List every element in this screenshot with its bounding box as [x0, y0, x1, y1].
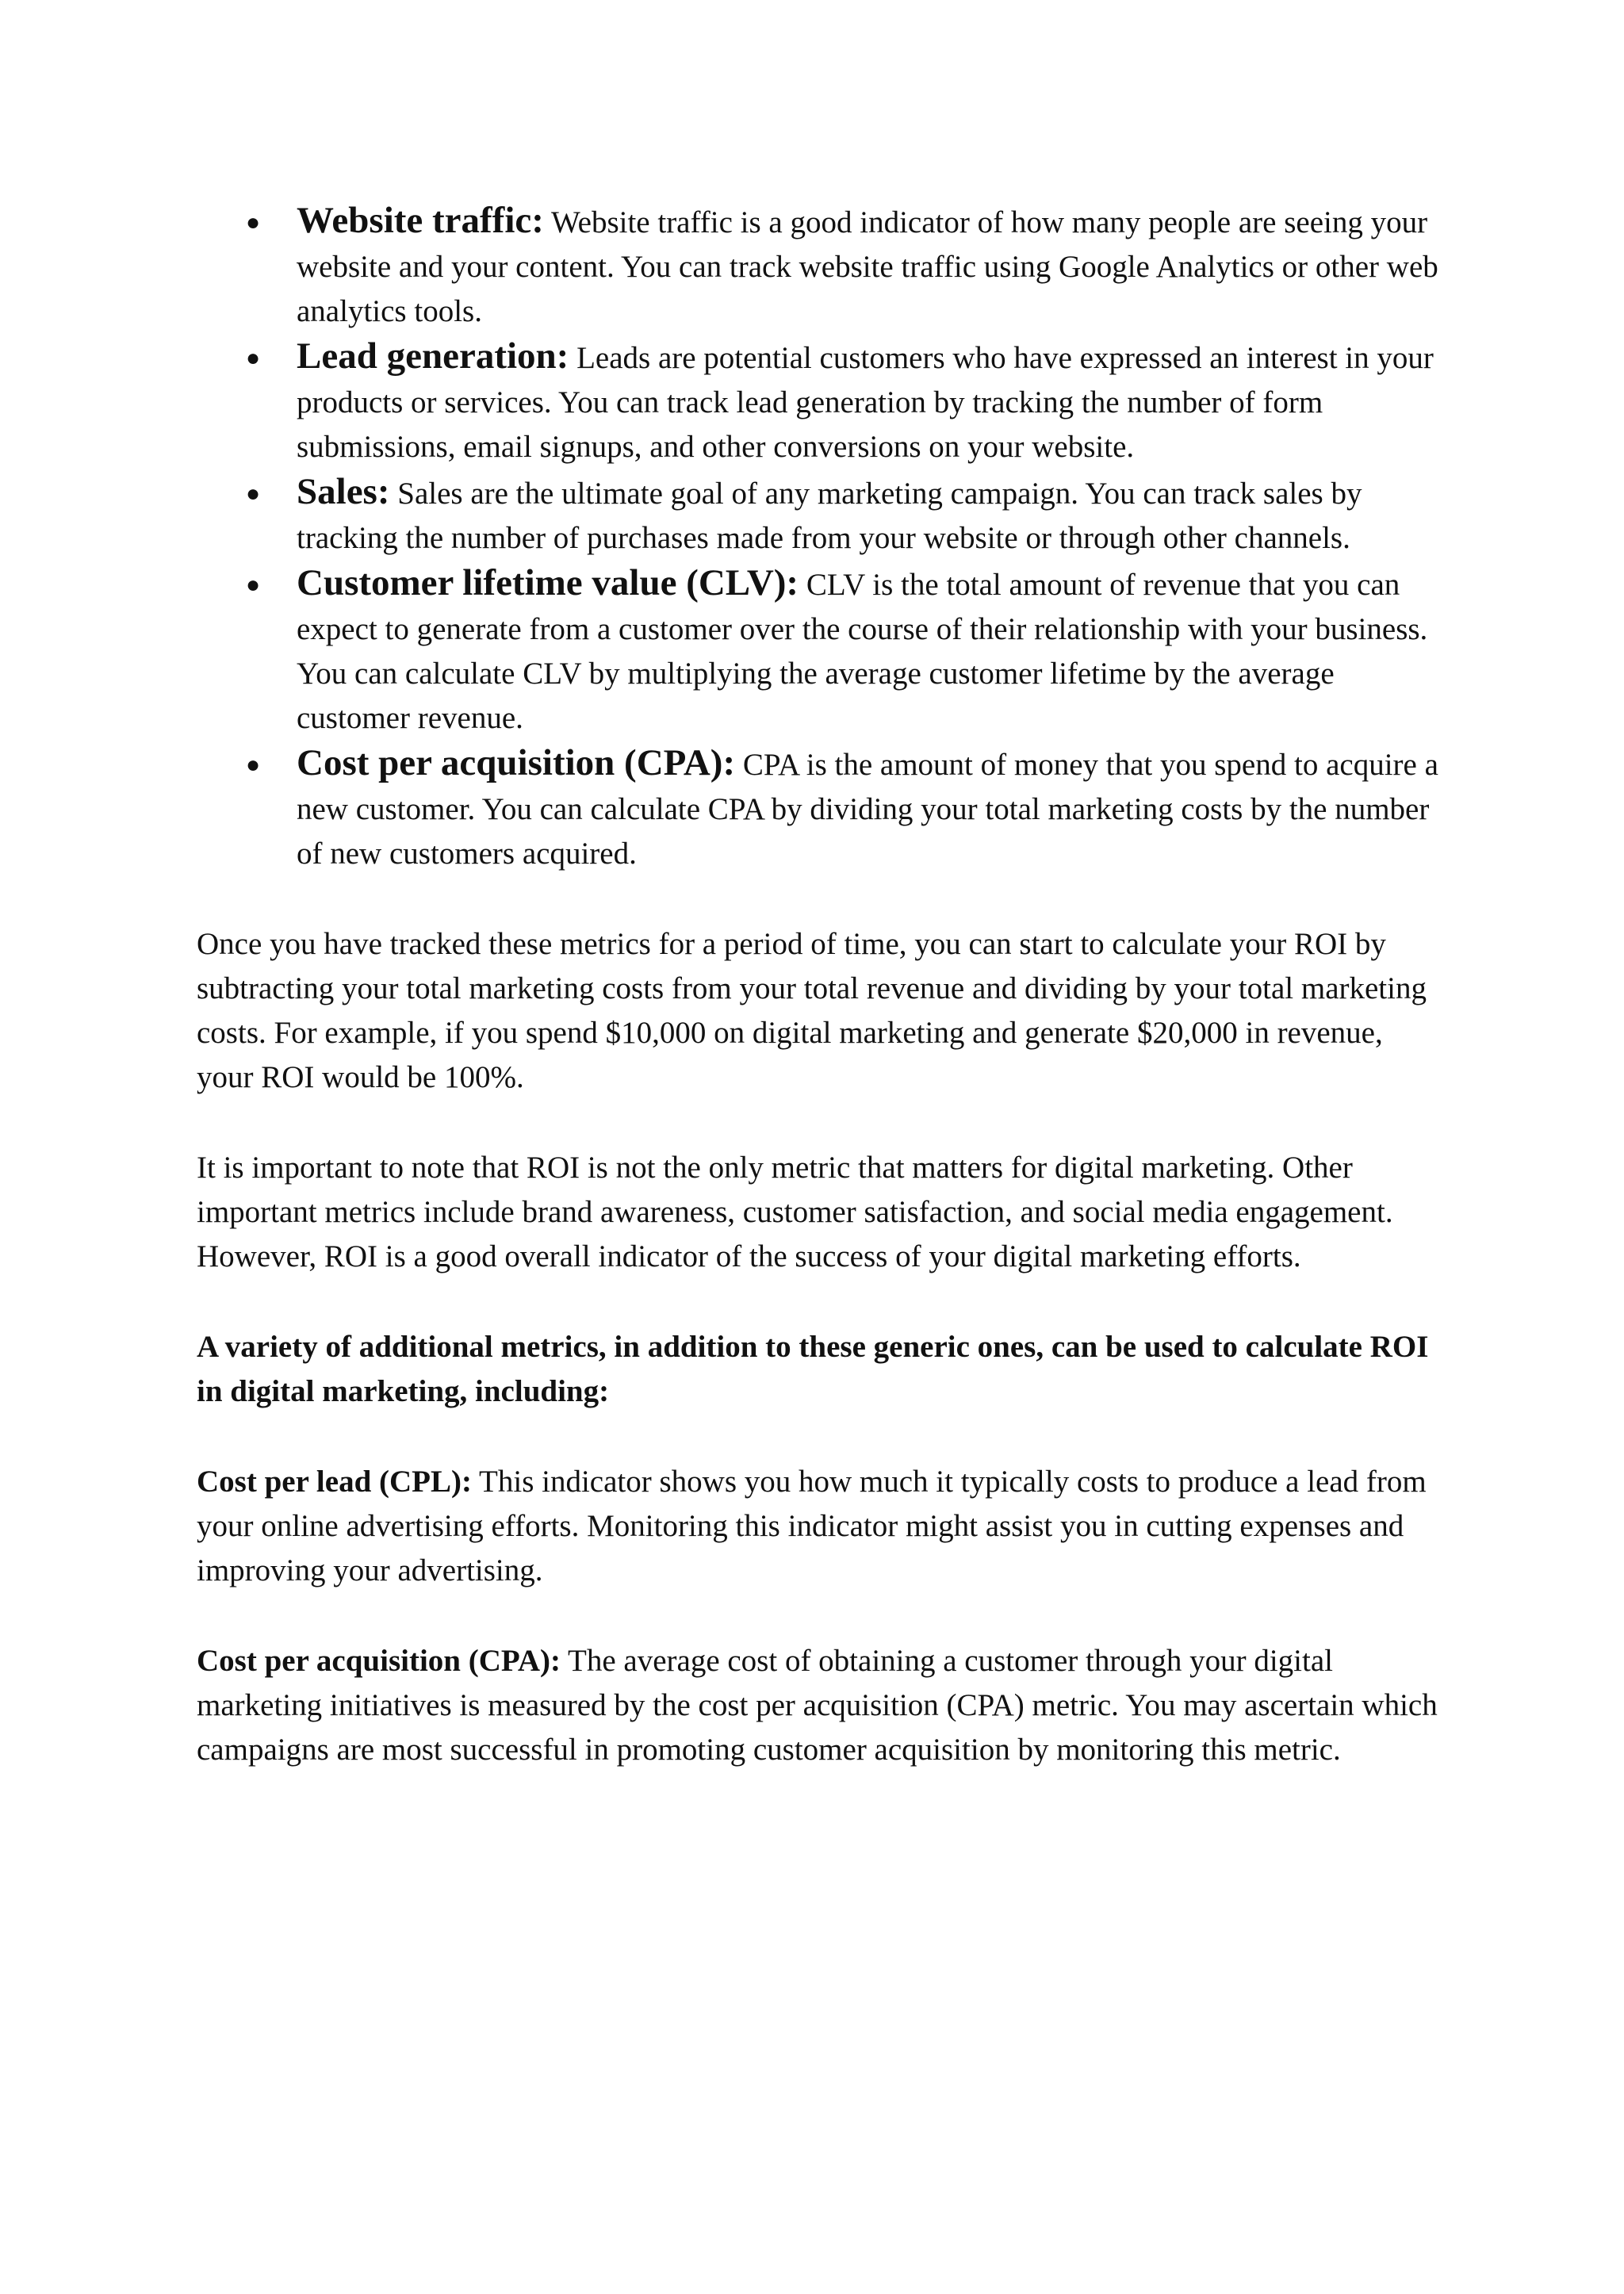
paragraph-cpl: [197, 1460, 1442, 1593]
paragraph-cpa: [197, 1639, 1442, 1772]
paragraph-additional-metrics-intro: A variety of additional metrics, in addition to these generic ones, can be used to calculate ROI in digital marketing, including:: [197, 1330, 1429, 1408]
bullet-icon: ●: [246, 752, 261, 778]
bullet-icon: ●: [246, 481, 261, 507]
desc-cpl: This indicator shows you how much it typically costs to produce a lead from your online advertising efforts. Monitoring this indicator might assist you in cutting expenses and improving your advertising.: [197, 1465, 1427, 1587]
bullet-icon: ●: [246, 572, 261, 598]
term-lead-generation: Lead generation:: [297, 335, 569, 377]
list-item-lead-generation: [197, 334, 1442, 469]
desc-website-traffic: Website traffic is a good indicator of how many people are seeing your website and your content. You can track website traffic using Google Analytics or other web analytics tools.: [297, 205, 1438, 328]
desc-sales: Sales are the ultimate goal of any marketing campaign. You can track sales by tracking the number of purchases made from your website or through other channels.: [297, 477, 1362, 555]
term-cpl: Cost per lead (CPL):: [197, 1465, 472, 1499]
metrics-bullet-list: [197, 198, 1442, 876]
paragraph-roi-calculation: Once you have tracked these metrics for a period of time, you can start to calculate your ROI by subtracting your total marketing costs from your total revenue and dividing by your total marketing costs. For example, if you spend $10,000 on digital marketing and generate $20,000 in revenue, your ROI would be 100%.: [197, 927, 1427, 1094]
list-item-website-traffic: [197, 198, 1442, 334]
term-website-traffic: Website traffic:: [297, 200, 544, 241]
term-cpa: Cost per acquisition (CPA):: [297, 742, 736, 783]
term-cpa-detail: Cost per acquisition (CPA):: [197, 1644, 561, 1678]
term-clv: Customer lifetime value (CLV):: [297, 562, 799, 603]
desc-clv: CLV is the total amount of revenue that you can expect to generate from a customer over the course of their relationship with your business. You can calculate CLV by multiplying the average customer lifetime by the average customer revenue.: [297, 568, 1428, 735]
list-item-cpa: [197, 741, 1442, 876]
list-item-clv: [197, 561, 1442, 741]
paragraph-roi-note: It is important to note that ROI is not the only metric that matters for digital marketing. Other important metrics include brand awareness, customer satisfaction, and social media engagement. However, ROI is a good overall indicator of the success of your digital marketing efforts.: [197, 1151, 1393, 1273]
list-item-sales: [197, 469, 1442, 561]
document-content: [197, 198, 1442, 1772]
bullet-icon: ●: [246, 345, 261, 371]
desc-cpa: CPA is the amount of money that you spend to acquire a new customer. You can calculate CPA by dividing your total marketing costs by the number of new customers acquired.: [297, 748, 1438, 871]
desc-lead-generation: Leads are potential customers who have expressed an interest in your products or services. You can track lead generation by tracking the number of form submissions, email signups, and other conversions on your website.: [297, 341, 1434, 464]
bullet-icon: ●: [246, 209, 261, 236]
desc-cpa-detail: The average cost of obtaining a customer through your digital marketing initiatives is measured by the cost per acquisition (CPA) metric. You may ascertain which campaigns are most successful in promoting customer acquisition by monitoring this metric.: [197, 1644, 1438, 1767]
term-sales: Sales:: [297, 471, 390, 512]
